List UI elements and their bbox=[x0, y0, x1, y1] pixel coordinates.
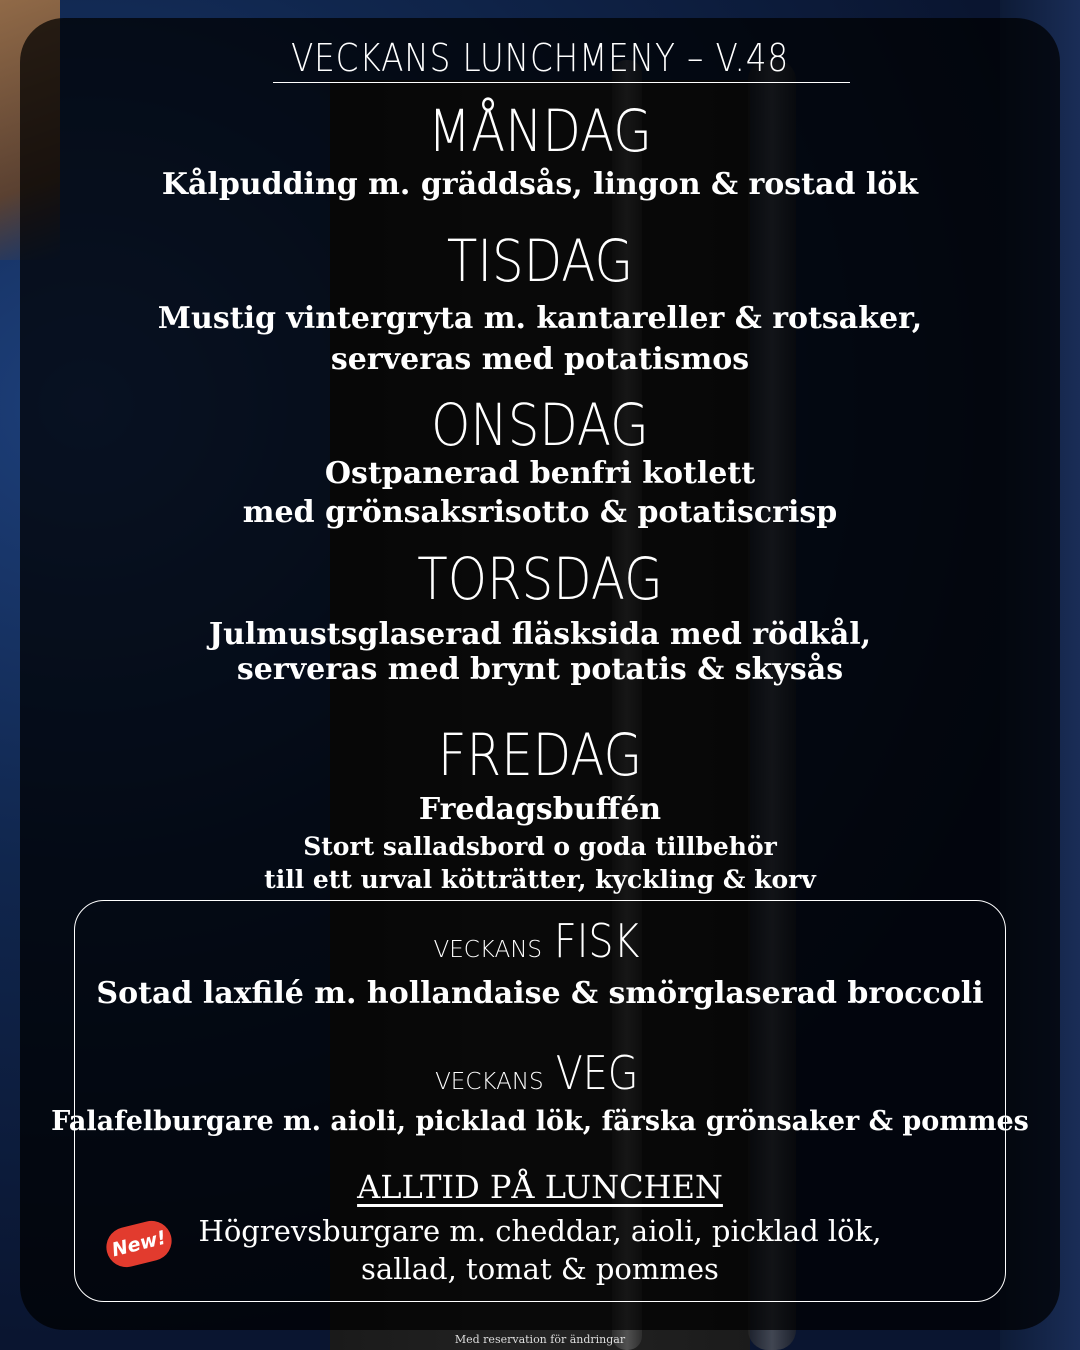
day-friday: FREDAG bbox=[437, 721, 643, 789]
tuesday-dish-line1: Mustig vintergryta m. kantareller & rotsaker, bbox=[157, 301, 923, 336]
new-badge: New! bbox=[102, 1217, 176, 1272]
always-heading: ALLTID PÅ LUNCHEN bbox=[357, 1168, 723, 1206]
wednesday-dish-line2: med grönsaksrisotto & potatiscrisp bbox=[242, 495, 838, 530]
day-wednesday: ONSDAG bbox=[431, 391, 649, 459]
footer-disclaimer: Med reservation för ändringar bbox=[454, 1333, 626, 1346]
always-dish-line1: Högrevsburgare m. cheddar, aioli, picklad lök, bbox=[198, 1214, 882, 1248]
fish-name: FISK bbox=[554, 914, 640, 968]
veg-heading bbox=[0, 1046, 1080, 1100]
veg-dish: Falafelburgare m. aioli, picklad lök, färska grönsaker & pommes bbox=[51, 1106, 1029, 1137]
day-tuesday: TISDAG bbox=[446, 227, 634, 295]
tuesday-dish-line2: serveras med potatismos bbox=[330, 342, 750, 377]
fish-heading bbox=[0, 914, 1080, 968]
wednesday-dish-line1: Ostpanerad benfri kotlett bbox=[324, 456, 756, 491]
friday-dish-line1: Stort salladsbord o goda tillbehör bbox=[303, 832, 777, 861]
day-thursday: TORSDAG bbox=[417, 545, 663, 613]
veg-name: VEG bbox=[555, 1046, 639, 1100]
veg-prefix: VECKANS bbox=[435, 1069, 544, 1095]
fish-dish: Sotad laxfilé m. hollandaise & smörglaserad broccoli bbox=[96, 976, 984, 1011]
day-monday: MÅNDAG bbox=[428, 97, 652, 165]
always-dish-line2: sallad, tomat & pommes bbox=[361, 1252, 719, 1286]
title-underline bbox=[273, 82, 850, 83]
thursday-dish-line2: serveras med brynt potatis & skysås bbox=[236, 652, 844, 687]
friday-dish-line2: till ett urval kötträtter, kyckling & korv bbox=[264, 865, 816, 894]
monday-dish: Kålpudding m. gräddsås, lingon & rostad lök bbox=[161, 167, 919, 202]
fish-prefix: VECKANS bbox=[433, 937, 543, 963]
menu-title: VECKANS LUNCHMENY – V.48 bbox=[290, 36, 790, 80]
friday-dish-title: Fredagsbuffén bbox=[418, 792, 662, 827]
thursday-dish-line1: Julmustsglaserad fläsksida med rödkål, bbox=[208, 617, 872, 652]
